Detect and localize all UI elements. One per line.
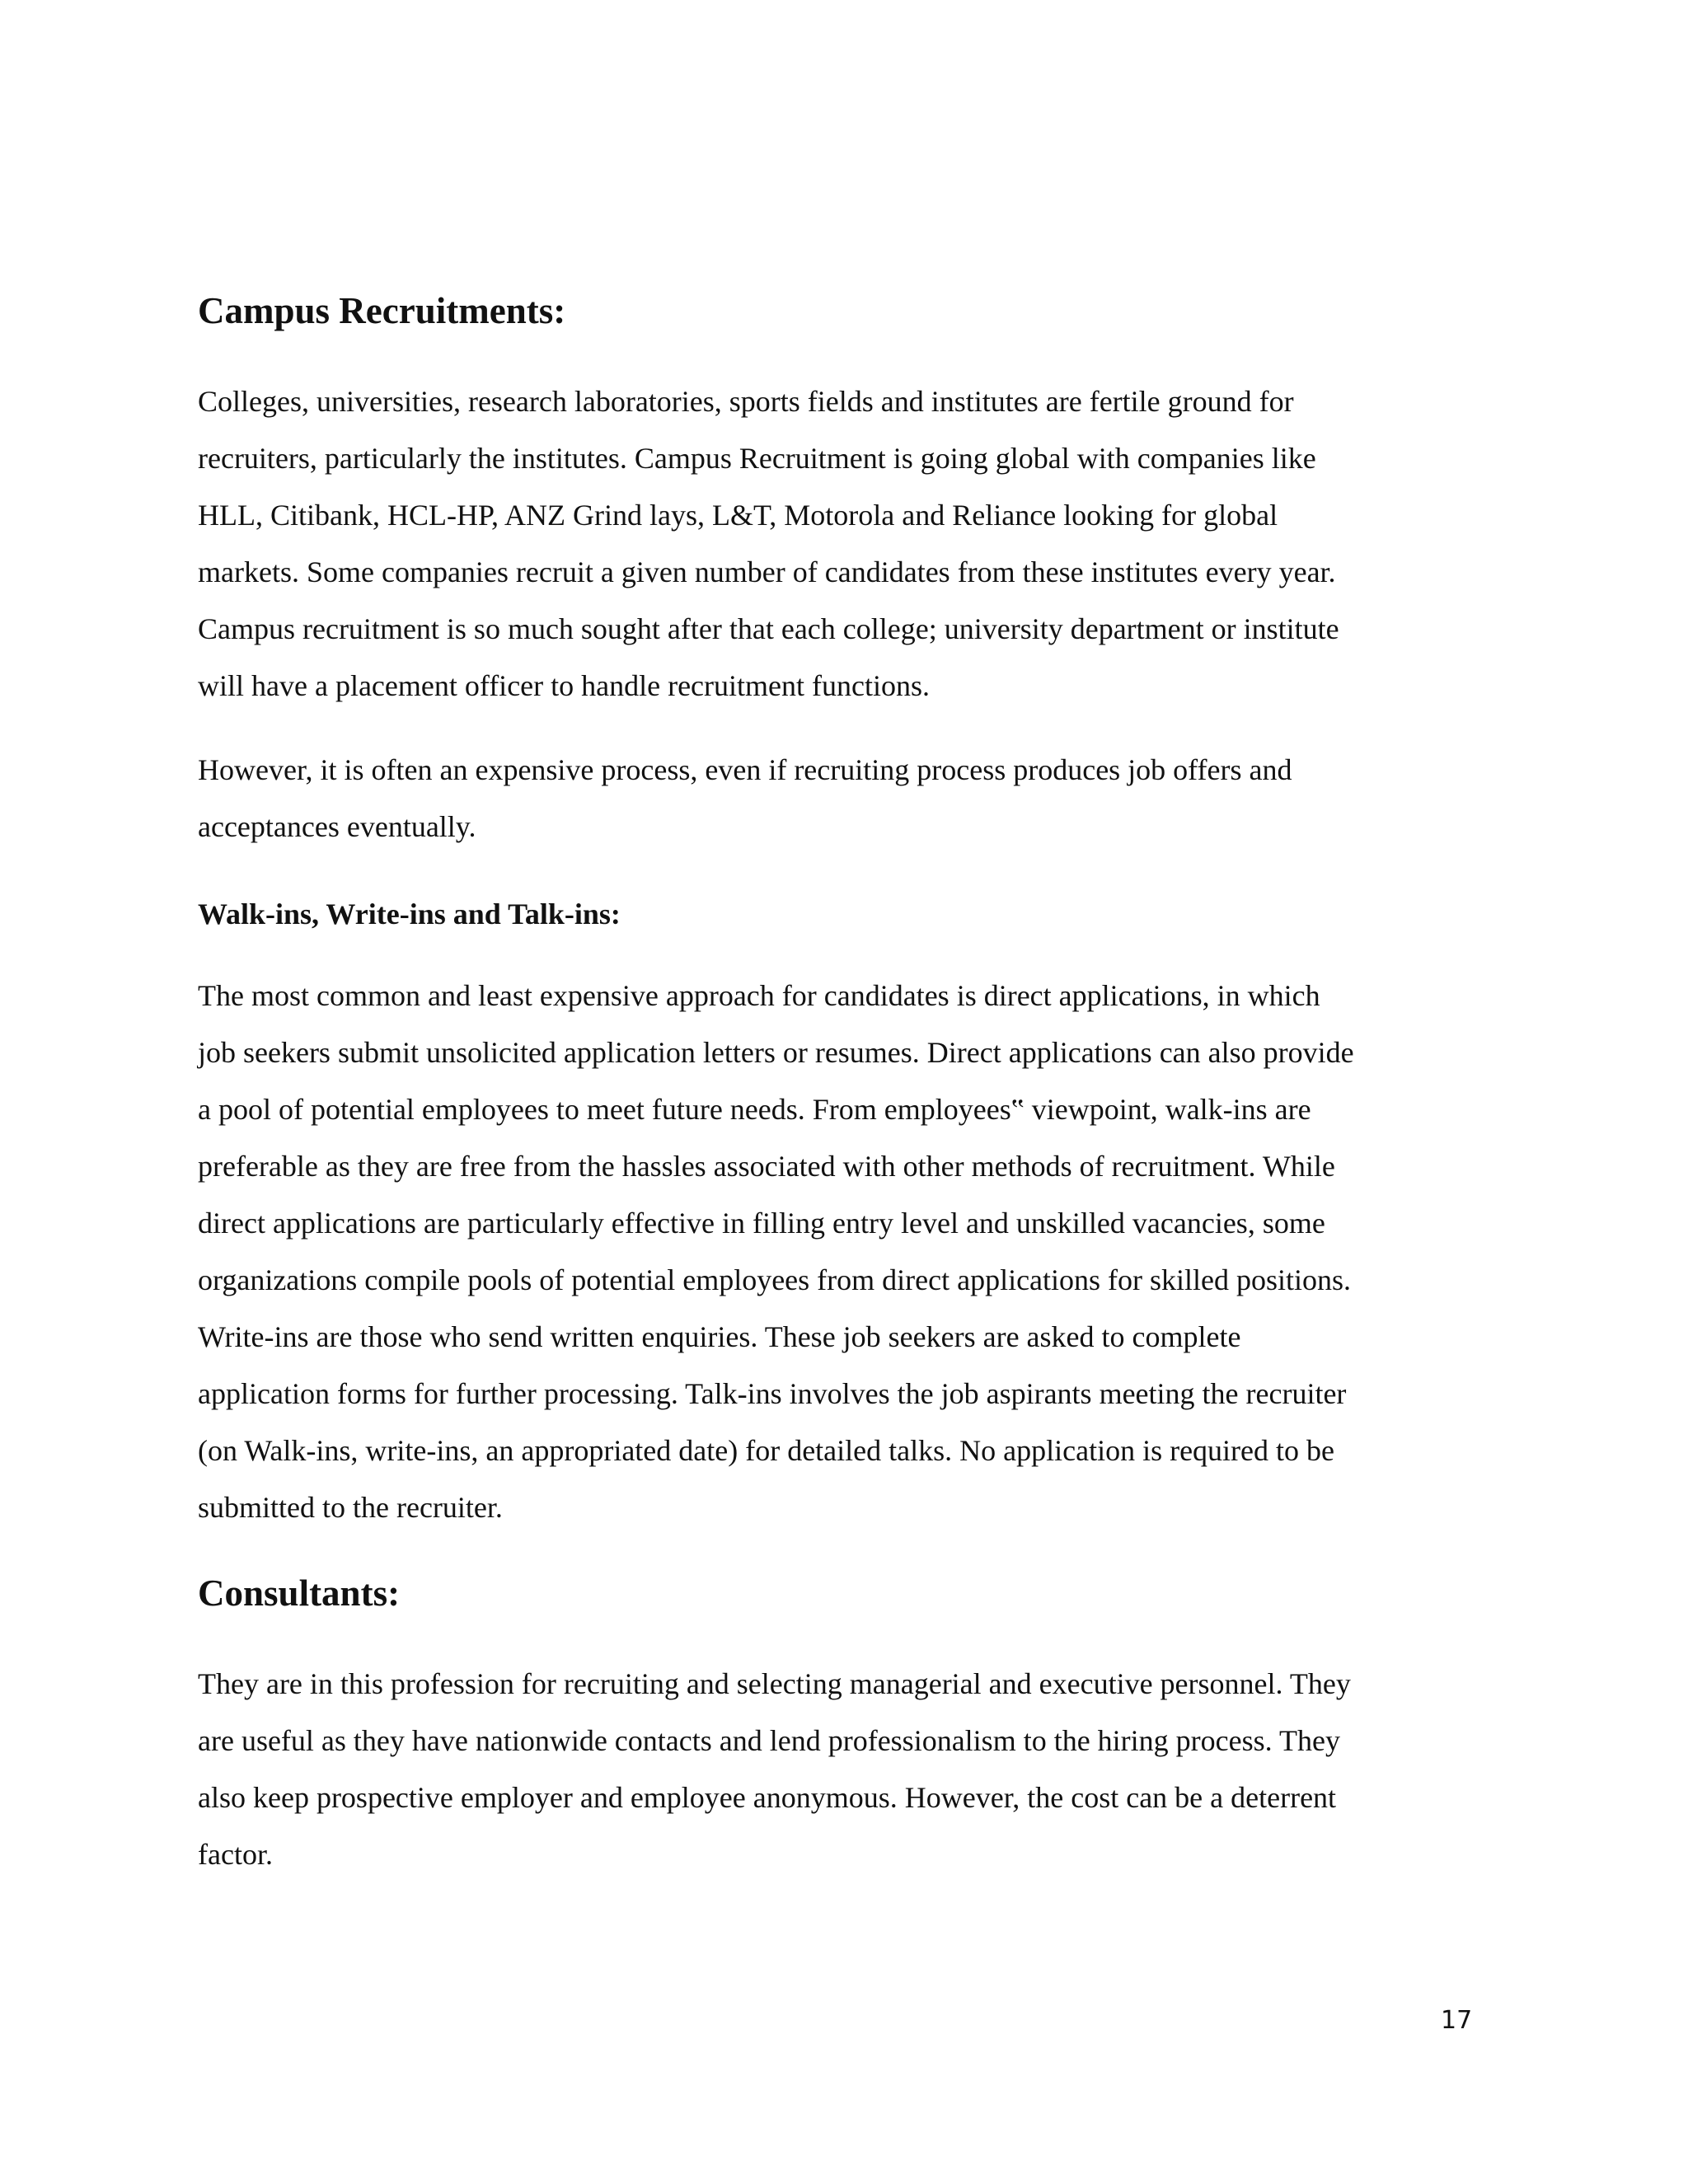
paragraph-line: (on Walk-ins, write-ins, an appropriated date) for detailed talks. No application is required to be (198, 1434, 1335, 1467)
paragraph-line: recruiters, particularly the institutes. Campus Recruitment is going global with companies like (198, 442, 1316, 475)
walkins-paragraph (198, 968, 1500, 1536)
paragraph-line: Write-ins are those who send written enquiries. These job seekers are asked to complete (198, 1320, 1241, 1353)
paragraph-line: Campus recruitment is so much sought after that each college; university department or institute (198, 612, 1339, 645)
paragraph-line: job seekers submit unsolicited application letters or resumes. Direct applications can also provide (198, 1036, 1354, 1069)
paragraph-line: acceptances eventually. (198, 810, 476, 843)
paragraph-line: are useful as they have nationwide contacts and lend professionalism to the hiring process. They (198, 1724, 1340, 1757)
paragraph-line: direct applications are particularly effective in filling entry level and unskilled vacancies, some (198, 1207, 1325, 1240)
paragraph-line: a pool of potential employees to meet future needs. From employees‟ viewpoint, walk-ins are (198, 1093, 1311, 1126)
page-number: 17 (1441, 2006, 1473, 2035)
paragraph-line: factor. (198, 1838, 273, 1871)
paragraph-line: Colleges, universities, research laboratories, sports fields and institutes are fertile ground for (198, 385, 1294, 418)
campus-paragraph-2 (198, 742, 1500, 855)
walkins-heading: Walk-ins, Write-ins and Talk-ins: (198, 898, 621, 930)
campus-paragraph-1 (198, 373, 1500, 715)
paragraph-line: also keep prospective employer and employee anonymous. However, the cost can be a deterrent (198, 1781, 1337, 1814)
paragraph-line: submitted to the recruiter. (198, 1491, 503, 1524)
paragraph-line: will have a placement officer to handle recruitment functions. (198, 669, 930, 702)
consultants-paragraph (198, 1656, 1500, 1883)
paragraph-line: application forms for further processing. Talk-ins involves the job aspirants meeting the recruiter (198, 1377, 1347, 1410)
paragraph-line: preferable as they are free from the hassles associated with other methods of recruitment. While (198, 1150, 1335, 1183)
paragraph-line: However, it is often an expensive process, even if recruiting process produces job offers and (198, 753, 1292, 786)
paragraph-line: HLL, Citibank, HCL-HP, ANZ Grind lays, L&T, Motorola and Reliance looking for global (198, 499, 1278, 532)
paragraph-line: organizations compile pools of potential employees from direct applications for skilled positions. (198, 1263, 1352, 1296)
paragraph-line: markets. Some companies recruit a given number of candidates from these institutes every year. (198, 555, 1336, 588)
campus-recruitments-heading: Campus Recruitments: (198, 290, 566, 331)
paragraph-line: They are in this profession for recruiting and selecting managerial and executive personnel. They (198, 1667, 1351, 1700)
consultants-heading: Consultants: (198, 1572, 401, 1614)
paragraph-line: The most common and least expensive approach for candidates is direct applications, in which (198, 979, 1320, 1012)
